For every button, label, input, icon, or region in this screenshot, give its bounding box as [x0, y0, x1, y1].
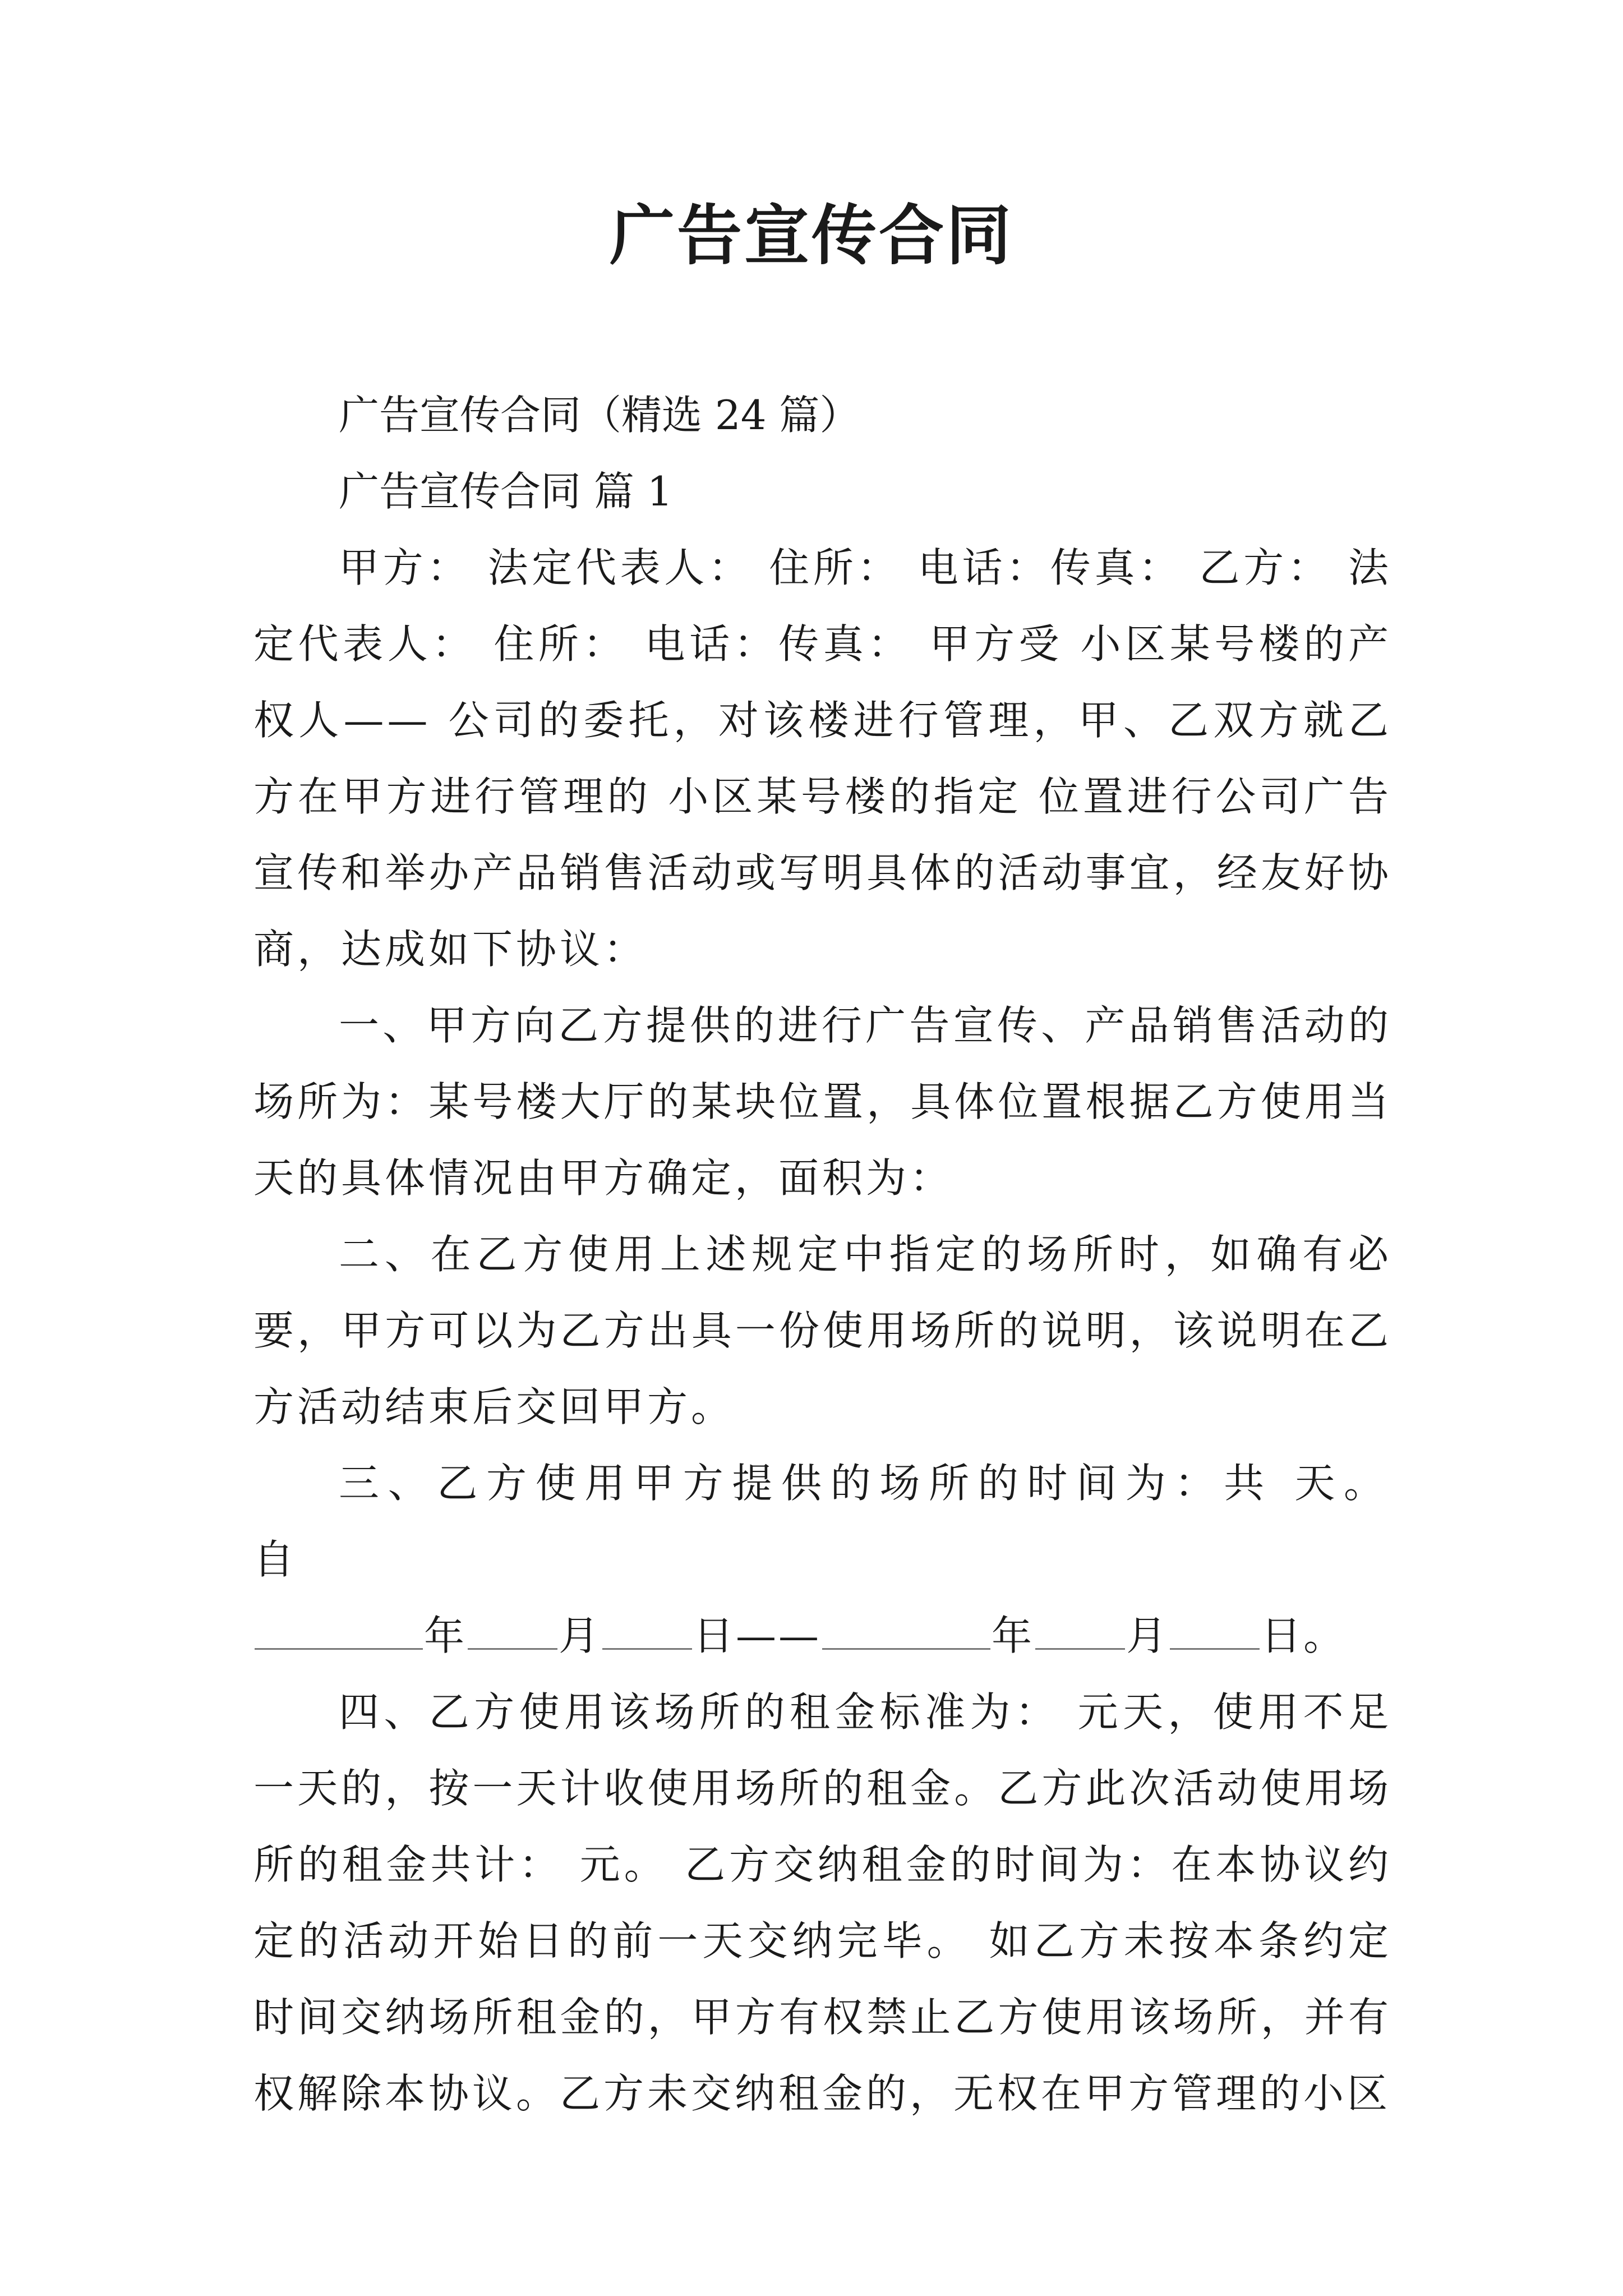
start-month-label: 月 — [559, 1612, 602, 1659]
end-year-blank — [822, 1612, 990, 1650]
end-day-label: 日。 — [1261, 1612, 1347, 1659]
start-day-blank — [602, 1612, 692, 1650]
start-year-label: 年 — [424, 1612, 467, 1659]
end-month-blank — [1035, 1612, 1125, 1650]
section-heading: 广告宣传合同 篇 1 — [339, 468, 673, 515]
paragraph-clause-2: 二、在乙方使用上述规定中指定的场所时，如确有必要，甲方可以为乙方出具一份使用场所的说明，该说明在乙方活动结束后交回甲方。 — [253, 1231, 1392, 1430]
end-year-label: 年 — [992, 1612, 1035, 1659]
start-month-blank — [468, 1612, 557, 1650]
paragraph-clause-4: 四、乙方使用该场所的租金标准为： 元天，使用不足一天的，按一天计收使用场所的租金。乙方此次活动使用场所的租金共计： 元。 乙方交纳租金的时间为：在本协议约定的活动开始日的前一天交纳完毕。 如乙方未按本条约定时间交纳场所租金的，甲方有权禁止乙方使用该场所，并有权解除本协议。乙方未交纳租金的，无权在甲方管理的小区 — [253, 1688, 1392, 2117]
date-range-dash: —— — [736, 1612, 822, 1659]
clause-3-date-range — [253, 1598, 1392, 1674]
paragraph-clause-3: 三、乙方使用甲方提供的场所的时间为：共 天。自 — [253, 1460, 1392, 1583]
start-day-label: 日 — [693, 1612, 736, 1659]
start-year-blank — [255, 1612, 423, 1650]
end-day-blank — [1170, 1612, 1260, 1650]
paragraph-parties: 甲方： 法定代表人： 住所： 电话：传真： 乙方： 法定代表人： 住所： 电话：传真： 甲方受 小区某号楼的产权人—— 公司的委托，对该楼进行管理，甲、乙双方就乙方在甲方进行管理的 小区某号楼的指定 位置进行公司广告宣传和举办产品销售活动或写明具体的活动事宜，经友好协商，达成如下协议： — [253, 544, 1392, 973]
end-month-label: 月 — [1126, 1612, 1169, 1659]
document-title: 广告宣传合同 — [610, 197, 1013, 274]
document-subtitle: 广告宣传合同（精选 24 篇） — [339, 392, 860, 439]
document-body — [253, 377, 1392, 2132]
paragraph-clause-1: 一、甲方向乙方提供的进行广告宣传、产品销售活动的场所为：某号楼大厅的某块位置，具体位置根据乙方使用当天的具体情况由甲方确定，面积为： — [253, 1002, 1392, 1202]
